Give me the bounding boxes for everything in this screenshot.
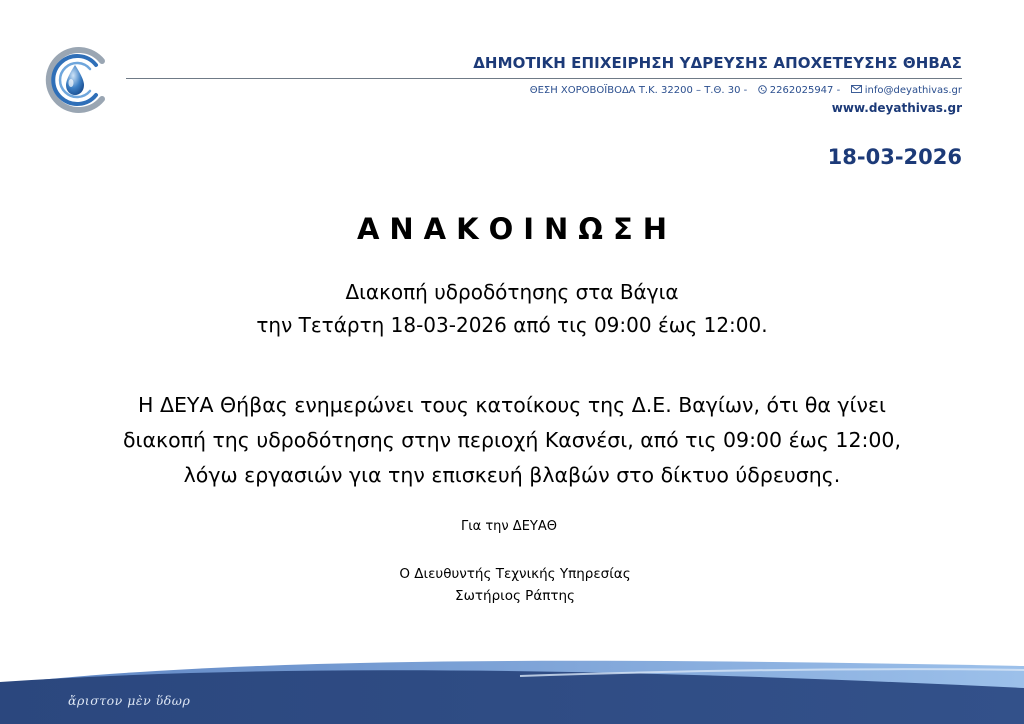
logo-icon xyxy=(38,43,110,115)
phone-number: 2262025947 - xyxy=(769,85,841,96)
organization-name: ΔΗΜΟΤΙΚΗ ΕΠΙΧΕΙΡΗΣΗ ΥΔΡΕΥΣΗΣ ΑΠΟΧΕΤΕΥΣΗΣ ΘΗΒΑΣ xyxy=(473,54,962,72)
website-link[interactable]: www.deyathivas.gr xyxy=(831,101,962,115)
email-link[interactable]: info@deyathivas.gr xyxy=(864,85,962,96)
envelope-icon xyxy=(851,85,862,93)
phone-icon xyxy=(758,85,767,94)
header-rule xyxy=(126,78,962,79)
address: ΘΕΣΗ ΧΟΡΟΒΟΪΒΟΔΑ Τ.Κ. 32200 – Τ.Θ. 30 - xyxy=(529,85,748,96)
body-line-3: λόγω εργασιών για την επισκευή βλαβών στο δίκτυο ύδρευσης. xyxy=(183,463,841,487)
body-line-1: Η ΔΕΥΑ Θήβας ενημερώνει τους κατοίκους της Δ.Ε. Βαγίων, ότι θα γίνει xyxy=(138,393,886,417)
document-date: 18-03-2026 xyxy=(827,145,962,169)
signature-name: Σωτήριος Ράπτης xyxy=(455,588,575,604)
footer-wave xyxy=(0,654,1024,724)
footer-motto: ἄριστον μὲν ὕδωρ xyxy=(68,693,191,708)
body-line-2: διακοπή της υδροδότησης στην περιοχή Κασνέσι, από τις 09:00 έως 12:00, xyxy=(123,428,901,452)
subtitle-line-2: την Τετάρτη 18-03-2026 από τις 09:00 έως 12:00. xyxy=(256,313,768,337)
signature-for-label: Για την ΔΕΥΑΘ xyxy=(461,519,557,534)
subtitle-line-1: Διακοπή υδροδότησης στα Βάγια xyxy=(345,280,679,304)
contact-line xyxy=(530,85,962,96)
announcement-title: ΑΝΑΚΟΙΝΩΣΗ xyxy=(356,212,678,246)
signature-role: Ο Διευθυντής Τεχνικής Υπηρεσίας xyxy=(399,566,631,582)
